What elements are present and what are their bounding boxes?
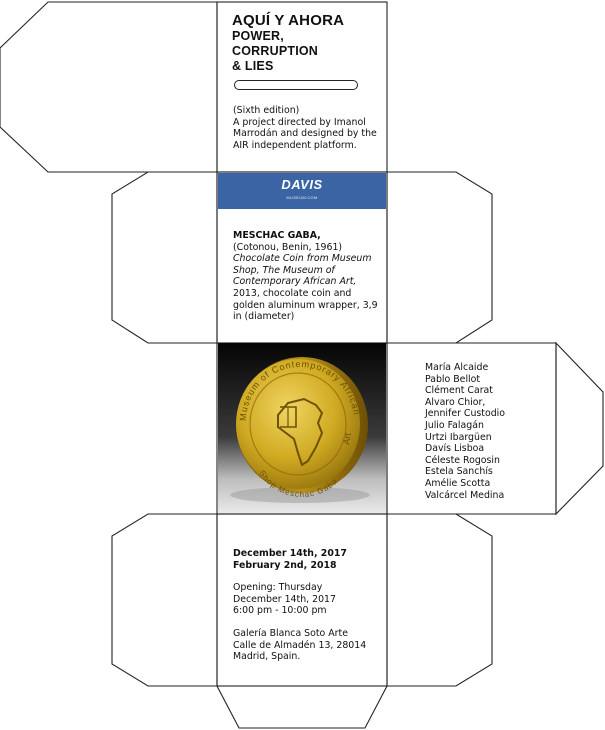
subtitle-line-3: & LIES [232, 59, 274, 73]
flap-bottom [217, 686, 387, 728]
flap-top-left [0, 2, 217, 172]
date-start: December 14th, 2017 [233, 548, 347, 559]
chocolate-coin-image [218, 343, 386, 513]
venue-city: Madrid, Spain. [233, 651, 301, 663]
list-item: Davís Lisboa [425, 443, 485, 455]
coin-photo [218, 343, 386, 513]
list-item: Valcárcel Medina [425, 489, 505, 501]
project-description: A project directed by Imanol Marrodán and designed by the AIR independent platform. [233, 116, 377, 151]
opening-label: Opening: Thursday [233, 582, 323, 594]
artwork-info [233, 230, 383, 323]
artists-list [425, 362, 575, 501]
coin-ring-text-right: Art [341, 432, 353, 446]
artist-origin: (Cotonou, Benin, 1961) [233, 241, 343, 253]
venue-address: Calle de Almadén 13, 28014 [233, 639, 367, 651]
flap-dates-left [112, 514, 217, 686]
list-item: Estela Sanchís [425, 466, 493, 478]
coin-ring-text-top: Museum of Contemporary African [237, 358, 362, 422]
museum-banner [218, 173, 386, 209]
date-end: February 2nd, 2018 [233, 559, 337, 571]
flap-dates-right [387, 514, 492, 686]
list-item: María Alcaide [425, 362, 489, 373]
artwork-details: 2013, chocolate coin and golden aluminum wrapper, 3,9 in (diameter) [233, 287, 378, 323]
list-item: Jennifer Custodio [425, 408, 505, 420]
list-item: Alvaro Chior, [425, 396, 486, 408]
museum-logo-url: MUSEUM.COM [286, 195, 318, 200]
artwork-title: Chocolate Coin from Museum Shop, The Museum of Contemporary African Art, [233, 253, 372, 288]
flap-artwork-right [387, 172, 492, 343]
title-block [232, 12, 380, 74]
list-item: Julio Falagán [425, 419, 484, 431]
edition-label: (Sixth edition) [233, 105, 300, 116]
subtitle-line-1: POWER, [232, 29, 284, 43]
rounded-bar-decoration [234, 80, 358, 90]
coin-ring-text-bottom: Shop Meschac Gaba [257, 468, 340, 500]
list-item: Amélie Scotta [425, 477, 491, 489]
venue-name: Galería Blanca Soto Arte [233, 627, 348, 639]
event-info [233, 548, 383, 663]
flap-artwork-left [112, 172, 217, 343]
opening-date: December 14th, 2017 [233, 593, 336, 605]
edition-block [233, 105, 381, 151]
list-item: Céleste Rogosin [425, 454, 500, 466]
subtitle-line-2: CORRUPTION [232, 44, 319, 58]
exhibition-title: AQUÍ Y AHORA [232, 12, 345, 29]
list-item: Pablo Bellot [425, 373, 481, 385]
opening-time: 6:00 pm - 10:00 pm [233, 605, 327, 617]
artist-name: MESCHAC GABA, [233, 230, 321, 241]
list-item: Clément Carat [425, 385, 493, 397]
list-item: Urtzi Ibargüen [425, 431, 492, 443]
museum-logo: DAVIS [281, 177, 323, 192]
